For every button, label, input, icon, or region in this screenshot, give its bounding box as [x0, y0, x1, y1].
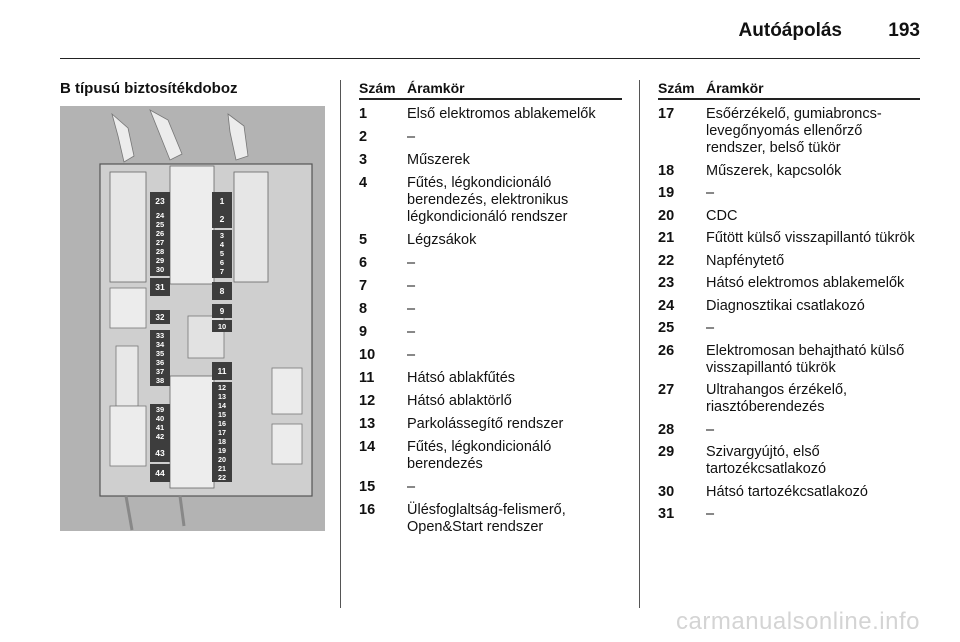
table-row — [658, 444, 920, 478]
circuit-name: – — [407, 255, 416, 271]
circuit-name: Fűtött külső visszapillantó tükrök — [706, 230, 915, 246]
table-row — [658, 343, 920, 377]
fuse-16-label: 16 — [218, 419, 226, 428]
circuit-name: CDC — [706, 207, 738, 224]
fuse-number: 23 — [658, 275, 675, 291]
fuse-34-label: 34 — [155, 340, 165, 349]
fuse-31-label: 31 — [155, 282, 165, 292]
circuit-name: – — [407, 479, 416, 495]
circuit-name: Hátsó tartozékcsatlakozó — [706, 483, 868, 500]
header-circuit: Áramkör — [706, 80, 764, 96]
relay-right-bottom — [272, 424, 302, 464]
relay-right-top — [234, 172, 268, 282]
fuse-number: 8 — [359, 301, 368, 317]
column-divider-1 — [340, 80, 341, 608]
fuse-number: 2 — [359, 129, 368, 145]
table-body-right — [658, 106, 920, 523]
circuit-name: – — [706, 421, 715, 438]
fuse-13-label: 13 — [218, 392, 226, 401]
section-heading: B típusú biztosítékdoboz — [60, 80, 238, 97]
fuse-number: 26 — [658, 342, 675, 359]
table-row — [359, 439, 622, 473]
header-rule — [60, 58, 920, 59]
fuse-25-label: 25 — [155, 220, 165, 229]
fuse-number: 29 — [658, 444, 675, 460]
circuit-name: – — [706, 320, 715, 336]
fuse-number: 15 — [359, 479, 376, 495]
fusebox-diagram — [60, 106, 325, 531]
fuse-number: 16 — [359, 502, 376, 518]
fuse-3-label: 3 — [219, 231, 225, 240]
fuse-24-label: 24 — [155, 211, 165, 220]
circuit-name: Műszerek, kapcsolók — [706, 162, 842, 179]
fuse-number: 10 — [359, 347, 376, 363]
fuse-20-label: 20 — [218, 455, 226, 464]
table-row — [658, 275, 920, 292]
fuse-30-label: 30 — [155, 265, 165, 274]
fuse-number: 28 — [658, 421, 675, 438]
circuit-name: – — [706, 185, 715, 201]
fuse-4-label: 4 — [219, 240, 225, 249]
fuse-number: 13 — [359, 416, 376, 432]
fuse-9-label: 9 — [219, 307, 225, 316]
fuse-number: 5 — [359, 232, 368, 248]
circuit-name: – — [407, 129, 416, 145]
fuse-number: 9 — [359, 324, 368, 340]
fuse-number: 17 — [658, 106, 675, 122]
fuse-12-label: 12 — [218, 383, 226, 392]
table-row — [658, 208, 920, 225]
fuse-8-label: 8 — [219, 286, 225, 296]
header-circuit: Áramkör — [407, 80, 465, 96]
circuit-name: Hátsó elektromos ablakemelők — [706, 275, 905, 291]
fuse-number: 24 — [658, 297, 675, 314]
fuse-number: 11 — [359, 370, 375, 386]
table-row — [658, 382, 920, 416]
relay-left-top — [110, 172, 146, 282]
column-divider-2 — [639, 80, 640, 608]
fuse-42-label: 42 — [155, 432, 165, 441]
circuit-name: Fűtés, légkondicionáló berendezés — [407, 439, 552, 472]
fuse-number: 30 — [658, 483, 675, 500]
header-number: Szám — [359, 80, 396, 96]
fuse-number: 19 — [658, 185, 675, 201]
circuit-name: Hátsó ablaktörlő — [407, 393, 512, 409]
fuse-15-label: 15 — [218, 410, 226, 419]
fuse-40-label: 40 — [155, 414, 165, 423]
fuse-number: 31 — [658, 506, 675, 522]
fuse-11-label: 11 — [217, 366, 227, 376]
fuse-14-label: 14 — [218, 401, 226, 410]
fuse-41-label: 41 — [155, 423, 165, 432]
fuse-27-label: 27 — [155, 238, 165, 247]
table-row — [658, 163, 920, 180]
table-row — [359, 324, 622, 341]
table-row — [658, 506, 920, 523]
circuit-name: Diagnosztikai csatlakozó — [706, 297, 865, 314]
fuse-26-label: 26 — [155, 229, 165, 238]
circuit-name: Napfénytető — [706, 252, 785, 269]
fuse-7-label: 7 — [219, 267, 225, 276]
circuit-name: Esőérzékelő, gumiabroncs-levegőnyomás ellenőrző rendszer, belső tükör — [706, 106, 882, 156]
fuse-number: 1 — [359, 106, 368, 122]
fuse-35-label: 35 — [155, 349, 165, 358]
fuse-number: 27 — [658, 382, 675, 398]
fuse-number: 14 — [359, 439, 376, 455]
circuit-name: Ultrahangos érzékelő, riasztóberendezés — [706, 382, 848, 415]
table-row — [658, 422, 920, 439]
relay-left-bottom — [110, 406, 146, 466]
fuse-number: 20 — [658, 207, 675, 224]
circuit-name: Légzsákok — [407, 232, 477, 248]
fuse-number: 6 — [359, 255, 368, 271]
watermark: carmanualsonline.info — [676, 608, 920, 635]
block-left-mid — [110, 288, 146, 328]
relay-center-bottom — [170, 376, 214, 488]
chapter-title: Autóápolás — [738, 20, 842, 41]
table-row — [359, 129, 622, 146]
page-number: 193 — [888, 20, 920, 41]
fuse-number: 21 — [658, 230, 675, 246]
table-row — [359, 502, 622, 536]
relay-center-top — [170, 166, 214, 284]
fuse-10-label: 10 — [217, 322, 227, 331]
table-row — [359, 479, 622, 496]
table-row — [359, 347, 622, 364]
table-row — [359, 301, 622, 318]
circuit-name: Ülésfoglaltság-felismerő, Open&Start rendszer — [407, 502, 566, 535]
fuse-37-label: 37 — [155, 367, 165, 376]
table-row — [359, 416, 622, 433]
fuse-39-label: 39 — [155, 405, 165, 414]
circuit-name: Műszerek — [407, 152, 470, 168]
circuit-name: Szivargyújtó, első tartozékcsatlakozó — [706, 444, 827, 477]
table-row — [359, 393, 622, 410]
fuse-number: 25 — [658, 320, 675, 336]
fuse-21-label: 21 — [218, 464, 226, 473]
fuse-number: 4 — [359, 175, 368, 191]
fuse-17-label: 17 — [218, 428, 226, 437]
circuit-name: – — [706, 506, 715, 522]
table-row — [359, 278, 622, 295]
fuse-number: 12 — [359, 393, 376, 409]
fuse-29-label: 29 — [155, 256, 165, 265]
table-row — [658, 230, 920, 247]
page-header — [0, 0, 960, 62]
table-row — [359, 152, 622, 169]
fuse-number: 18 — [658, 162, 675, 179]
circuit-name: – — [407, 278, 416, 294]
table-row — [658, 298, 920, 315]
circuit-name: – — [407, 301, 416, 317]
table-row — [658, 320, 920, 337]
fuse-table-left — [359, 80, 622, 536]
fuse-number: 3 — [359, 152, 368, 168]
table-header — [359, 80, 622, 100]
table-row — [359, 106, 622, 123]
table-row — [359, 255, 622, 272]
table-body-left — [359, 106, 622, 536]
fuse-32-label: 32 — [155, 313, 165, 322]
fuse-18-label: 18 — [218, 437, 226, 446]
circuit-name: – — [407, 347, 416, 363]
table-row — [359, 232, 622, 249]
fuse-36-label: 36 — [155, 358, 165, 367]
circuit-name: – — [407, 324, 416, 340]
fuse-22-label: 22 — [218, 473, 226, 482]
table-row — [658, 253, 920, 270]
table-row — [658, 106, 920, 157]
fuse-number: 7 — [359, 278, 368, 294]
table-header — [658, 80, 920, 100]
table-row — [658, 185, 920, 202]
fuse-33-label: 33 — [155, 331, 165, 340]
table-row — [359, 175, 622, 226]
fuse-6-label: 6 — [219, 258, 225, 267]
circuit-name: Hátsó ablakfűtés — [407, 370, 516, 386]
fuse-2-label: 2 — [219, 214, 225, 224]
fuse-28-label: 28 — [155, 247, 165, 256]
fuse-number: 22 — [658, 252, 675, 269]
circuit-name: Fűtés, légkondicionáló berendezés, elektronikus légkondicionáló rendszer — [407, 175, 569, 225]
block-left-slot — [116, 346, 138, 406]
header-number: Szám — [658, 80, 695, 96]
fuse-table-right — [658, 80, 920, 523]
fuse-38-label: 38 — [155, 376, 165, 385]
fuse-44-label: 44 — [155, 468, 165, 478]
fuse-43-label: 43 — [155, 448, 165, 458]
fuse-5-label: 5 — [219, 249, 225, 258]
relay-right-mid — [272, 368, 302, 414]
table-row — [658, 484, 920, 501]
circuit-name: Első elektromos ablakemelők — [407, 106, 596, 122]
circuit-name: Parkolássegítő rendszer — [407, 416, 564, 432]
fuse-19-label: 19 — [218, 446, 226, 455]
table-row — [359, 370, 622, 387]
fuse-23-label: 23 — [155, 196, 165, 206]
circuit-name: Elektromosan behajtható külső visszapillantó tükrök — [706, 342, 905, 376]
fuse-1-label: 1 — [219, 196, 225, 206]
